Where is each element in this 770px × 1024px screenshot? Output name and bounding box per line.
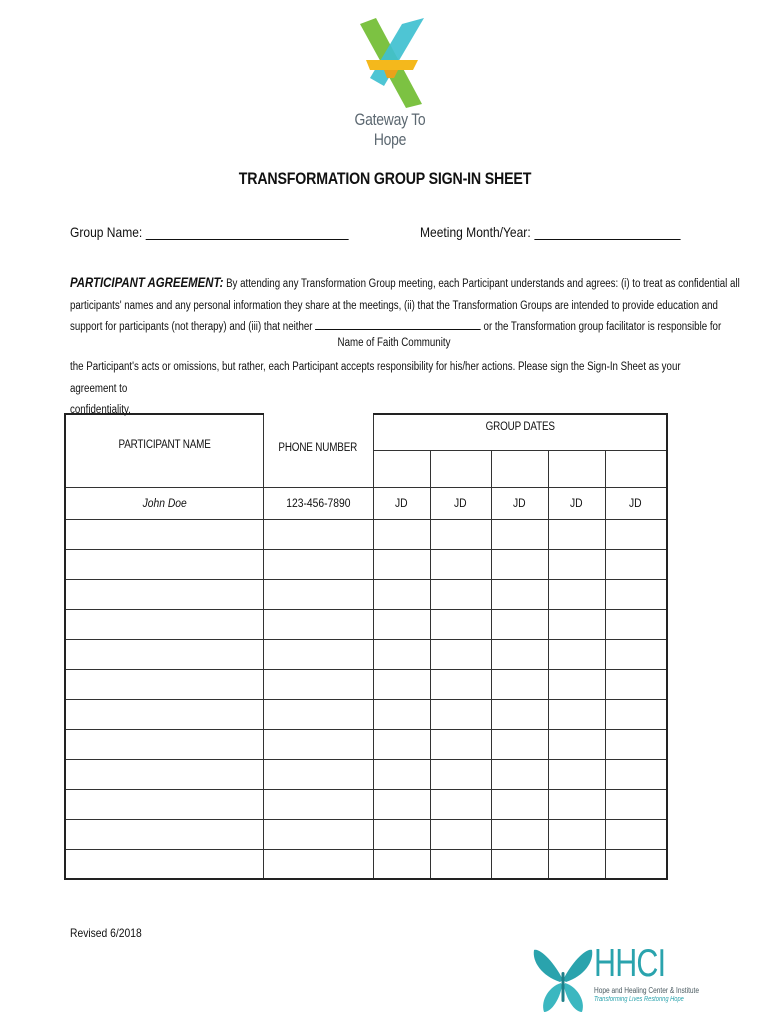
table-row (65, 579, 667, 609)
table-row (65, 789, 667, 819)
group-date-cell[interactable] (548, 759, 605, 789)
participant-name-cell[interactable] (65, 759, 263, 789)
group-date-cell[interactable] (430, 729, 491, 759)
group-date-cell[interactable] (373, 819, 430, 849)
table-row (65, 759, 667, 789)
group-date-cell[interactable] (430, 849, 491, 879)
group-date-cell[interactable] (430, 609, 491, 639)
group-name-field[interactable] (70, 224, 349, 240)
phone-number-cell[interactable] (263, 819, 373, 849)
group-date-cell[interactable] (548, 639, 605, 669)
table-row (65, 699, 667, 729)
group-date-cell[interactable] (491, 609, 548, 639)
group-date-cell[interactable] (373, 519, 430, 549)
group-date-cell[interactable]: JD (373, 487, 430, 519)
group-date-cell[interactable] (605, 789, 667, 819)
group-date-cell[interactable] (430, 579, 491, 609)
table-row (65, 639, 667, 669)
participant-name-cell[interactable] (65, 789, 263, 819)
phone-number-cell[interactable] (263, 669, 373, 699)
group-date-cell[interactable]: JD (548, 487, 605, 519)
agreement-line-3a: support for participants (not therapy) and (iii) that neither (70, 321, 316, 333)
group-date-cell[interactable] (605, 759, 667, 789)
group-date-cell[interactable] (430, 759, 491, 789)
participant-name-header: PARTICIPANT NAME (65, 414, 263, 487)
group-date-cell[interactable] (491, 789, 548, 819)
group-date-cell[interactable] (605, 519, 667, 549)
gateway-to-hope-logo (340, 18, 440, 149)
participant-name-cell[interactable] (65, 579, 263, 609)
group-date-cell[interactable] (548, 669, 605, 699)
group-date-cell[interactable] (373, 609, 430, 639)
group-date-cell[interactable] (548, 699, 605, 729)
group-date-cell[interactable]: JD (605, 487, 667, 519)
group-date-cell[interactable] (605, 549, 667, 579)
group-date-cell[interactable] (548, 519, 605, 549)
group-date-cell[interactable] (373, 849, 430, 879)
group-date-cell[interactable] (430, 519, 491, 549)
gateway-x-mark-icon (340, 18, 440, 108)
group-date-cell[interactable] (430, 699, 491, 729)
date-col-4-header[interactable] (548, 450, 605, 487)
group-date-cell[interactable] (491, 729, 548, 759)
participant-name-cell[interactable] (65, 729, 263, 759)
date-col-1-header[interactable] (373, 450, 430, 487)
agreement-lead: PARTICIPANT AGREEMENT: (70, 275, 224, 290)
meeting-month-year-field[interactable] (420, 224, 680, 240)
participant-name-cell[interactable] (65, 849, 263, 879)
hhci-slogan: Transforming Lives Restoring Hope (594, 996, 684, 1003)
group-date-cell[interactable] (491, 639, 548, 669)
group-date-cell[interactable] (373, 729, 430, 759)
date-col-2-header[interactable] (430, 450, 491, 487)
date-col-3-header[interactable] (491, 450, 548, 487)
agreement-line-2: participants' names and any personal information they share at the meetings, (ii) that the Transformation Groups are intended to provide education and (70, 299, 718, 312)
hhci-logo (532, 942, 702, 1018)
group-date-cell[interactable] (430, 639, 491, 669)
faith-community-caption: Name of Faith Community (337, 337, 451, 349)
group-date-cell[interactable] (605, 639, 667, 669)
phone-number-header: PHONE NUMBER (263, 414, 373, 487)
group-date-cell[interactable] (491, 519, 548, 549)
phone-number-cell[interactable] (263, 639, 373, 669)
participant-agreement-continued (70, 357, 695, 422)
table-row (65, 609, 667, 639)
group-date-cell[interactable] (605, 849, 667, 879)
group-date-cell[interactable] (605, 699, 667, 729)
agreement-line-1: By attending any Transformation Group meeting, each Participant understands and agrees: (i) to treat as confidential all (223, 278, 740, 290)
group-date-cell[interactable] (491, 549, 548, 579)
group-date-cell[interactable] (605, 729, 667, 759)
phone-number-cell[interactable] (263, 759, 373, 789)
phone-number-cell[interactable] (263, 849, 373, 879)
phone-number-cell[interactable] (263, 609, 373, 639)
participant-name-cell[interactable]: John Doe (65, 487, 263, 519)
participant-name-cell[interactable] (65, 519, 263, 549)
group-date-cell[interactable] (605, 609, 667, 639)
gateway-logo-text: Gateway To Hope (354, 110, 426, 149)
participant-name-cell[interactable] (65, 699, 263, 729)
group-date-cell[interactable] (548, 819, 605, 849)
phone-number-cell[interactable] (263, 789, 373, 819)
participant-name-cell[interactable] (65, 639, 263, 669)
hhci-logo-text: HHCI (594, 942, 666, 985)
phone-number-cell[interactable]: 123-456-7890 (263, 487, 373, 519)
group-date-cell[interactable] (491, 579, 548, 609)
meeting-month-year-line[interactable] (534, 225, 680, 240)
group-date-cell[interactable] (373, 669, 430, 699)
group-date-cell[interactable] (491, 699, 548, 729)
group-date-cell[interactable] (491, 669, 548, 699)
agreement-line-3b: or the Transformation group facilitator is responsible for (480, 321, 722, 333)
faith-community-blank[interactable] (315, 317, 481, 330)
group-date-cell[interactable] (605, 669, 667, 699)
group-date-cell[interactable] (548, 789, 605, 819)
phone-number-cell[interactable] (263, 699, 373, 729)
agreement-line-5: confidentiality. (70, 404, 131, 416)
group-date-cell[interactable] (373, 579, 430, 609)
group-date-cell[interactable] (373, 699, 430, 729)
group-date-cell[interactable] (373, 759, 430, 789)
group-date-cell[interactable] (548, 609, 605, 639)
group-date-cell[interactable]: JD (430, 487, 491, 519)
group-date-cell[interactable] (491, 849, 548, 879)
table-row (65, 849, 667, 879)
group-date-cell[interactable] (605, 819, 667, 849)
sign-in-table (64, 413, 668, 880)
group-date-cell[interactable] (373, 639, 430, 669)
table-row (65, 669, 667, 699)
date-col-5-header[interactable] (605, 450, 667, 487)
group-date-cell[interactable] (373, 549, 430, 579)
phone-number-cell[interactable] (263, 549, 373, 579)
revised-date: Revised 6/2018 (70, 926, 142, 940)
group-date-cell[interactable] (548, 849, 605, 879)
table-row (65, 549, 667, 579)
agreement-line-4: the Participant's acts or omissions, but rather, each Participant accepts responsibility for his/her actions. Please sign the Sign-In Sheet as your agreement to (70, 361, 681, 395)
table-row (65, 487, 667, 519)
participant-name-cell[interactable] (65, 819, 263, 849)
participant-name-cell[interactable] (65, 669, 263, 699)
table-row (65, 729, 667, 759)
group-dates-header: GROUP DATES (373, 414, 667, 450)
group-date-cell[interactable] (430, 669, 491, 699)
participant-name-cell[interactable] (65, 609, 263, 639)
group-date-cell[interactable] (548, 549, 605, 579)
table-row (65, 519, 667, 549)
group-date-cell[interactable] (605, 579, 667, 609)
participant-agreement (70, 272, 740, 339)
hhci-tagline: Hope and Healing Center & Institute (594, 986, 700, 995)
butterfly-icon (532, 942, 594, 1018)
group-date-cell[interactable]: JD (491, 487, 548, 519)
group-date-cell[interactable] (491, 759, 548, 789)
group-name-label: Group Name: (70, 224, 143, 240)
participant-name-cell[interactable] (65, 549, 263, 579)
group-date-cell[interactable] (430, 789, 491, 819)
group-name-line[interactable] (146, 225, 349, 240)
group-date-cell[interactable] (548, 579, 605, 609)
group-date-cell[interactable] (491, 819, 548, 849)
group-date-cell[interactable] (430, 549, 491, 579)
table-row (65, 819, 667, 849)
group-date-cell[interactable] (373, 789, 430, 819)
phone-number-cell[interactable] (263, 579, 373, 609)
group-date-cell[interactable] (548, 729, 605, 759)
phone-number-cell[interactable] (263, 729, 373, 759)
phone-number-cell[interactable] (263, 519, 373, 549)
meeting-month-year-label: Meeting Month/Year: (420, 224, 531, 240)
group-date-cell[interactable] (430, 819, 491, 849)
page-title: TRANSFORMATION GROUP SIGN-IN SHEET (238, 170, 532, 188)
